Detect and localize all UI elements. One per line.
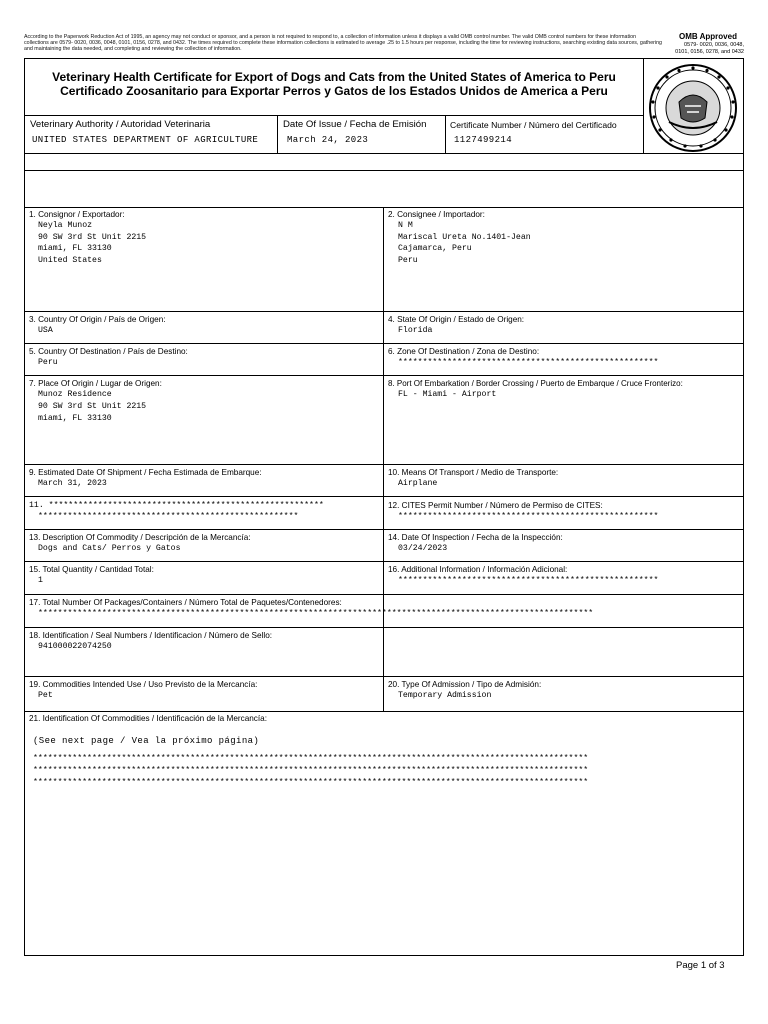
consignor-line-3: miami, FL 33130 (38, 244, 112, 253)
place-origin-label: 7. Place Of Origin / Lugar de Origen: (29, 379, 162, 388)
shipment-date-value: March 31, 2023 (38, 479, 107, 488)
consignee-label: 2. Consignee / Importador: (388, 210, 485, 219)
total-quantity-value: 1 (38, 576, 43, 585)
commodity-stars-1: ***************************************************************************************************************** (33, 754, 589, 763)
commodity-identification-value: (See next page / Vea la próximo página) (33, 736, 260, 746)
additional-info-label: 16. Additional Information / Información Adicional: (388, 565, 568, 574)
shipment-date-label: 9. Estimated Date Of Shipment / Fecha Estimada de Embarque: (29, 468, 262, 477)
consignor-line-1: Neyla Munoz (38, 221, 93, 230)
commodity-description-label: 13. Description Of Commodity / Descripción de la Mercancía: (29, 533, 251, 542)
authority-value: UNITED STATES DEPARTMENT OF AGRICULTURE (32, 135, 259, 145)
port-embarkation-value: FL - Miami - Airport (398, 390, 497, 399)
issue-date-value: March 24, 2023 (287, 135, 369, 145)
certificate-number-value: 1127499214 (454, 135, 513, 145)
inspection-date-value: 03/24/2023 (398, 544, 448, 553)
title-spanish: Certificado Zoosanitario para Exportar Perros y Gatos de los Estados Unidos de America a Peru (60, 84, 608, 98)
cites-permit-label: 12. CITES Permit Number / Número de Permiso de CITES: (388, 501, 603, 510)
country-destination-value: Peru (38, 358, 58, 367)
cites-permit-value: ***************************************************** (398, 512, 659, 521)
consignee-line-4: Peru (398, 256, 418, 265)
consignee-line-3: Cajamarca, Peru (398, 244, 472, 253)
state-origin-label: 4. State Of Origin / Estado de Origen: (388, 315, 525, 324)
transport-value: Airplane (398, 479, 438, 488)
packages-label: 17. Total Number Of Packages/Containers / Número Total de Paquetes/Contenedores: (29, 598, 342, 607)
additional-info-value: ***************************************************** (398, 576, 659, 585)
page-number: Page 1 of 3 (676, 960, 725, 971)
country-destination-label: 5. Country Of Destination / País de Destino: (29, 347, 188, 356)
country-origin-value: USA (38, 326, 53, 335)
place-origin-line-2: 90 SW 3rd St Unit 2215 (38, 402, 147, 411)
consignor-line-4: United States (38, 256, 102, 265)
certificate-title (24, 70, 644, 98)
admission-type-label: 20. Type Of Admission / Tipo de Admisión: (388, 680, 542, 689)
title-english: Veterinary Health Certificate for Export of Dogs and Cats from the United States of America to Peru (52, 70, 616, 84)
field-11-value: ***************************************************** (38, 512, 299, 521)
total-quantity-label: 15. Total Quantity / Cantidad Total: (29, 565, 154, 574)
country-origin-label: 3. Country Of Origin / País de Origen: (29, 315, 166, 324)
consignee-line-2: Mariscal Ureta No.1401-Jean (398, 233, 531, 242)
zone-destination-label: 6. Zone Of Destination / Zona de Destino: (388, 347, 540, 356)
consignor-label: 1. Consignor / Exportador: (29, 210, 125, 219)
authority-label: Veterinary Authority / Autoridad Veterinaria (30, 119, 211, 130)
place-origin-line-3: miami, FL 33130 (38, 414, 112, 423)
intended-use-label: 19. Commodities Intended Use / Uso Previsto de la Mercancía: (29, 680, 258, 689)
paperwork-notice: According to the Paperwork Reduction Act of 1995, an agency may not conduct or sponsor, and a person is not required to respond to, a collection of information unless it displays a valid OMB control number. The valid OMB control numbers for these information collections are 0579- 0020, 0036, 0048, 0101, 0156, 0278, and 0432. The times required to complete these information collections is estimated to average .25 to 1.5 hours per response, including the time for reviewing instructions, searching existing data sources, gathering and maintaining the data needed, and completing and reviewing the collection of information. (24, 34, 662, 53)
intended-use-value: Pet (38, 691, 53, 700)
omb-approval (662, 32, 744, 55)
commodity-identification-label: 21. Identification Of Commodities / Identificación de la Mercancía: (29, 714, 268, 723)
issue-date-label: Date Of Issue / Fecha de Emisión (283, 119, 427, 130)
transport-label: 10. Means Of Transport / Medio de Transporte: (388, 468, 559, 477)
zone-destination-value: ***************************************************** (398, 358, 659, 367)
omb-line-1: 0579- 0020, 0036, 0048, (684, 42, 744, 48)
commodity-description-value: Dogs and Cats/ Perros y Gatos (38, 544, 181, 553)
certificate-number-label: Certificate Number / Número del Certificado (450, 120, 617, 130)
consignee-line-1: N M (398, 221, 413, 230)
field-11-label: 11. ******************************************************** (29, 501, 324, 510)
commodity-stars-2: ***************************************************************************************************************** (33, 766, 589, 775)
omb-line-2: 0101, 0156, 0278, and 0432 (675, 48, 744, 55)
place-origin-line-1: Munoz Residence (38, 390, 112, 399)
state-origin-value: Florida (398, 326, 433, 335)
seal-numbers-label: 18. Identification / Seal Numbers / Identificacion / Número de Sello: (29, 631, 273, 640)
omb-heading: OMB Approved (679, 32, 737, 41)
packages-value: ***************************************************************************************************************** (38, 609, 594, 618)
seal-numbers-value: 941000022074250 (38, 642, 112, 651)
consignor-line-2: 90 SW 3rd St Unit 2215 (38, 233, 147, 242)
usda-seal-icon (645, 62, 741, 154)
commodity-stars-3: ***************************************************************************************************************** (33, 778, 589, 787)
inspection-date-label: 14. Date Of Inspection / Fecha de la Inspección: (388, 533, 563, 542)
admission-type-value: Temporary Admission (398, 691, 492, 700)
port-embarkation-label: 8. Port Of Embarkation / Border Crossing / Puerto de Embarque / Cruce Fronterizo: (388, 379, 683, 388)
